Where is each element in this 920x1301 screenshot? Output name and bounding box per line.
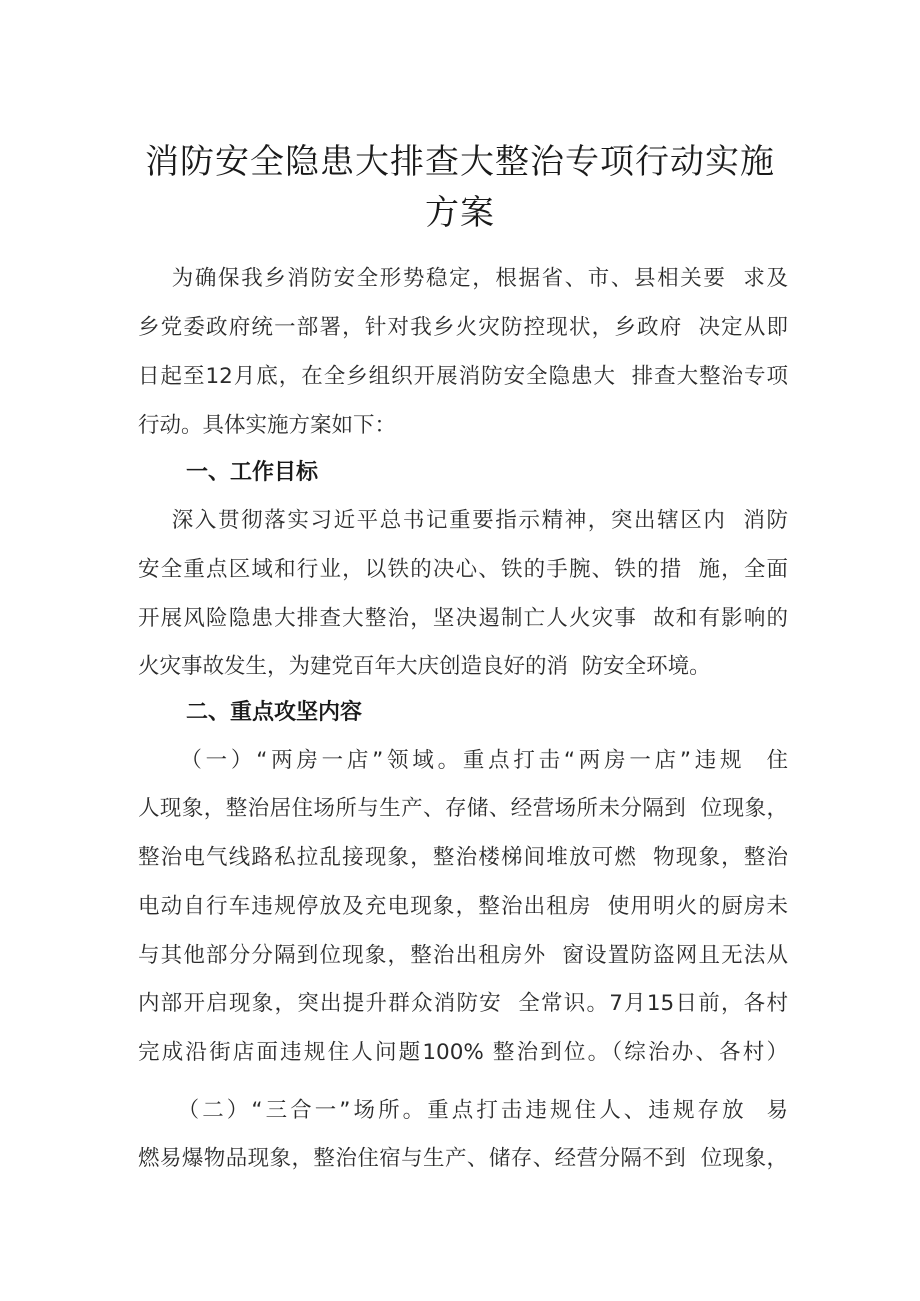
item1-line-2: 人现象，整治居住场所与生产、存储、经营场所未分隔到 位现象， [138, 796, 788, 821]
intro-line-3: 日起至12月底，在全乡组织开展消防安全隐患大 排查大整治专项 [138, 364, 788, 389]
item1-line-6: 内部开启现象，突出提升群众消防安 全常识。7月15日前，各村 [138, 991, 788, 1016]
section-heading-key-content: 二、重点攻坚内容 [186, 700, 363, 725]
document-title-line-1: 消防安全隐患大排查大整治专项行动实施 [145, 142, 775, 182]
item1-line-1: （一）“两房一店”领域。重点打击“两房一店”违规 住 [138, 748, 788, 773]
item2-line-2: 燃易爆物品现象，整治住宿与生产、储存、经营分隔不到 位现象， [138, 1146, 788, 1171]
section1-line-1: 深入贯彻落实习近平总书记重要指示精神，突出辖区内 消防 [138, 508, 788, 533]
intro-line-2: 乡党委政府统一部署，针对我乡火灾防控现状，乡政府 决定从即 [138, 315, 788, 340]
section1-line-2: 安全重点区域和行业，以铁的决心、铁的手腕、铁的措 施，全面 [138, 557, 788, 582]
item1-line-5: 与其他部分分隔到位现象，整治出租房外 窗设置防盗网且无法从 [138, 943, 788, 968]
section1-line-4: 火灾事故发生，为建党百年大庆创造良好的消 防安全环境。 [138, 654, 711, 679]
intro-line-4: 行动。具体实施方案如下： [138, 413, 397, 438]
item1-line-4: 电动自行车违规停放及充电现象，整治出租房 使用明火的厨房未 [138, 894, 788, 919]
item1-line-7: 完成沿街店面违规住人问题100% 整治到位。（综治办、各村） [138, 1040, 788, 1065]
item2-line-1: （二）“三合一”场所。重点打击违规住人、违规存放 易 [138, 1098, 788, 1123]
item1-line-3: 整治电气线路私拉乱接现象，整治楼梯间堆放可燃 物现象，整治 [138, 845, 788, 870]
section-heading-work-goals: 一、工作目标 [186, 460, 319, 485]
document-title-line-2: 方案 [425, 193, 495, 233]
intro-line-1: 为确保我乡消防安全形势稳定，根据省、市、县相关要 求及 [138, 266, 788, 291]
section1-line-3: 开展风险隐患大排查大整治，坚决遏制亡人火灾事 故和有影响的 [138, 606, 788, 631]
